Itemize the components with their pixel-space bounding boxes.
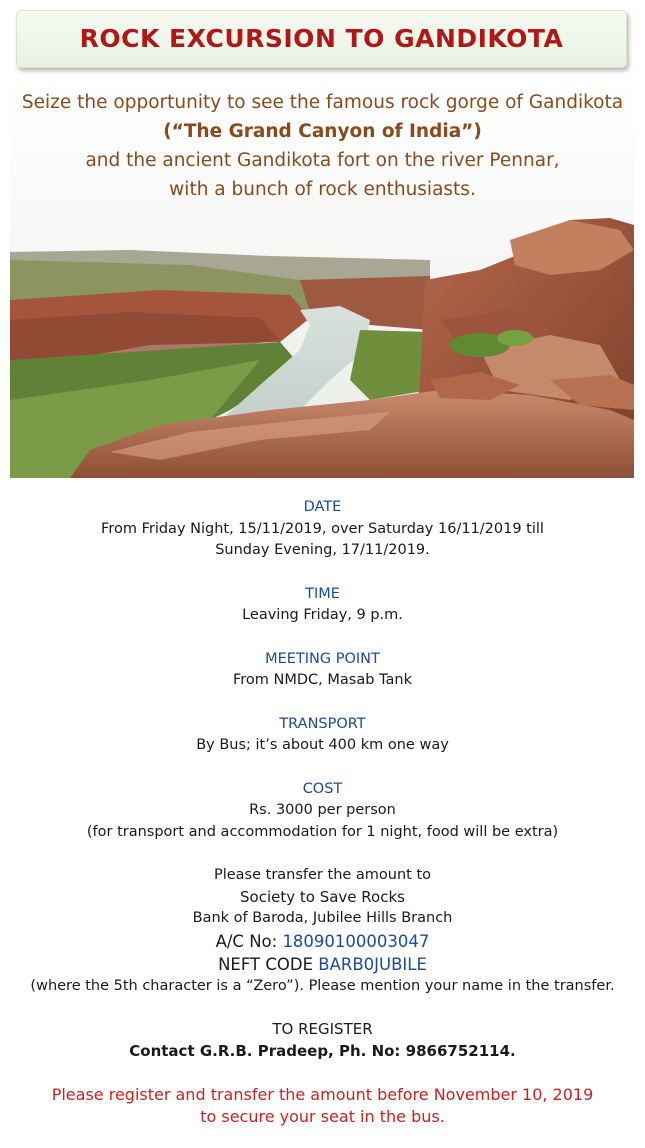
- time-value: Leaving Friday, 9 p.m.: [242, 607, 403, 623]
- account-number: 18090100003047: [282, 931, 430, 951]
- deadline-line-1: Please register and transfer the amount before November 10, 2019: [51, 1085, 594, 1104]
- cost-value: Rs. 3000 per person: [249, 802, 396, 818]
- neft-label: NEFT CODE: [218, 954, 319, 974]
- register-contact: Contact G.R.B. Pradeep, Ph. No: 9866752114.: [129, 1041, 516, 1060]
- title-banner: [16, 10, 627, 68]
- deadline-line-2: to secure your seat in the bus.: [200, 1107, 445, 1126]
- transport-value: By Bus; it’s about 400 km one way: [196, 737, 449, 753]
- date-heading: DATE: [303, 499, 342, 515]
- payment-note: (where the 5th character is a “Zero”). Please mention your name in the transfer.: [30, 977, 615, 994]
- register-heading: TO REGISTER: [272, 1020, 373, 1038]
- intro-line-2: (“The Grand Canyon of India”): [163, 121, 482, 142]
- transport-heading: TRANSPORT: [279, 715, 366, 732]
- intro-text: [0, 88, 645, 204]
- intro-line-4: with a bunch of rock enthusiasts.: [169, 179, 476, 200]
- meeting-point-value: From NMDC, Masab Tank: [233, 672, 412, 688]
- page-title: ROCK EXCURSION TO GANDIKOTA: [79, 24, 564, 53]
- intro-line-1: Seize the opportunity to see the famous rock gorge of Gandikota: [21, 92, 624, 113]
- payee-name: Society to Save Rocks: [240, 887, 405, 906]
- account-label: A/C No:: [215, 931, 283, 951]
- meeting-point-heading: MEETING POINT: [265, 650, 380, 667]
- time-heading: TIME: [305, 585, 340, 602]
- date-line-1: From Friday Night, 15/11/2019, over Saturday 16/11/2019 till: [101, 520, 544, 537]
- neft-code-line: [0, 953, 645, 976]
- bank-name: Bank of Baroda, Jubilee Hills Branch: [192, 910, 453, 926]
- payment-intro: Please transfer the amount to: [213, 867, 432, 883]
- event-details: [0, 497, 645, 1128]
- date-line-2: Sunday Evening, 17/11/2019.: [215, 542, 430, 558]
- intro-line-3: and the ancient Gandikota fort on the river Pennar,: [85, 150, 560, 171]
- neft-code: BARB0JUBILE: [318, 954, 427, 974]
- cost-note: (for transport and accommodation for 1 night, food will be extra): [86, 823, 559, 840]
- cost-heading: COST: [302, 780, 343, 797]
- account-number-line: [0, 930, 645, 953]
